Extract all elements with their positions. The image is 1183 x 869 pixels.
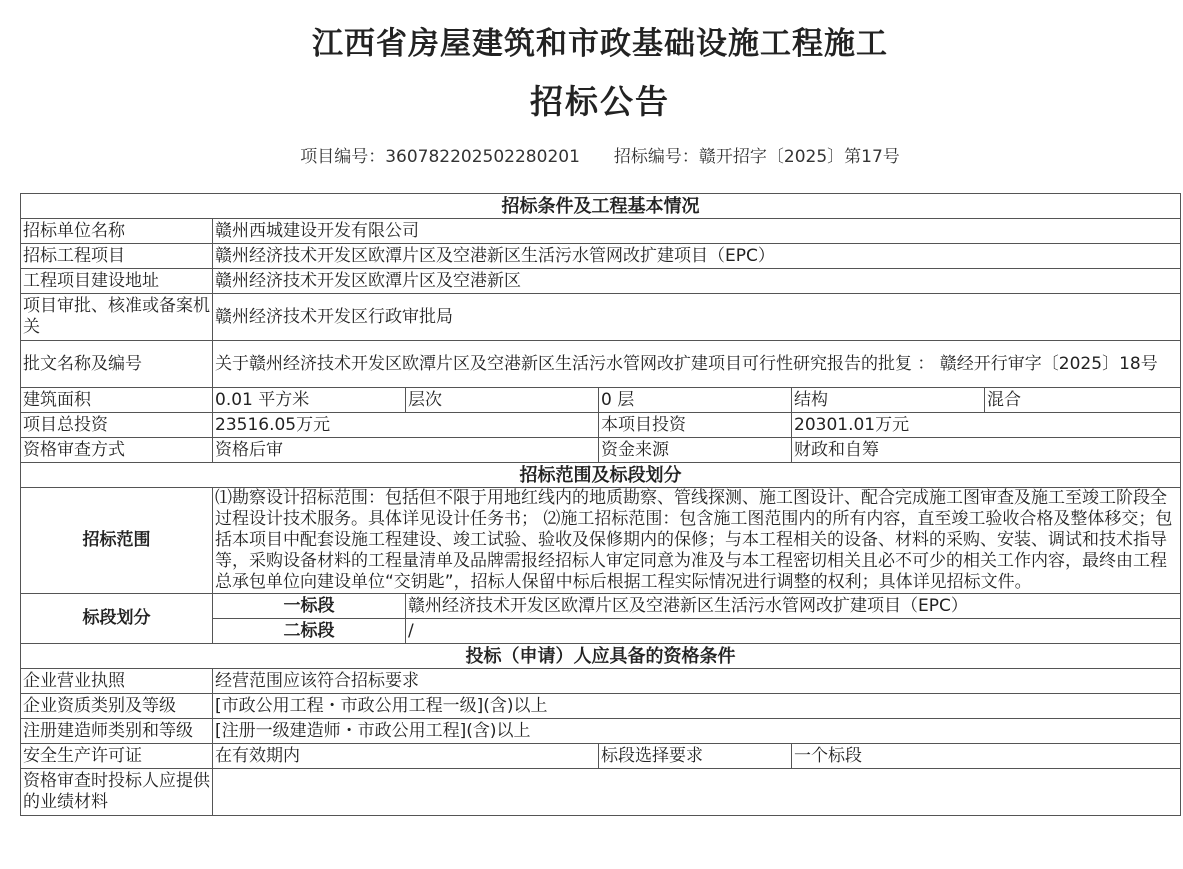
lot1-value: 赣州经济技术开发区欧潭片区及空港新区生活污水管网改扩建项目（EPC）: [406, 594, 1181, 619]
row-label: 企业营业执照: [21, 669, 213, 694]
area-value: 0.01 平方米: [213, 388, 406, 413]
lot1-label: 一标段: [213, 594, 406, 619]
performance-value: [213, 769, 1181, 816]
scope-value: ⑴勘察设计招标范围：包括但不限于用地红线内的地质勘察、管线探测、施工图设计、配合完成施工图审查及施工至竣工阶段全过程设计技术服务。具体详见设计任务书； ⑵施工招标范围：包含施工图范围内的所有内容，直至竣工验收合格及整体移交；包括本项目中配套设施工程建设、竣工试验、验收及保修期内的保修；与本工程相关的设备、材料的采购、安装、调试和技术指导等，采购设备材料的工程量清单及品牌需报经招标人审定同意为准及与本工程密切相关且必不可少的相关工作内容，最终由工程总承包单位向建设单位“交钥匙”，招标人保留中标后根据工程实际情况进行调整的权利；具体详见招标文件。: [213, 488, 1181, 594]
this-invest-value: 20301.01万元: [792, 413, 1181, 438]
table-row: [21, 341, 1181, 388]
floors-value: 0 层: [599, 388, 792, 413]
structure-value: 混合: [985, 388, 1181, 413]
lot2-label: 二标段: [213, 619, 406, 644]
row-label: 企业资质类别及等级: [21, 694, 213, 719]
table-row: [21, 669, 1181, 694]
authority-value: 赣州经济技术开发区行政审批局: [213, 294, 1181, 341]
lots-label: 标段划分: [21, 594, 213, 644]
row-label: 标段选择要求: [599, 744, 792, 769]
lot2-value: /: [406, 619, 1181, 644]
row-label: 招标工程项目: [21, 244, 213, 269]
row-label: 本项目投资: [599, 413, 792, 438]
row-label: 注册建造师类别和等级: [21, 719, 213, 744]
total-invest-value: 23516.05万元: [213, 413, 599, 438]
row-label: 结构: [792, 388, 985, 413]
tenderer-value: 赣州西城建设开发有限公司: [213, 219, 1181, 244]
row-label: 项目审批、核准或备案机关: [21, 294, 213, 341]
license-value: 经营范围应该符合招标要求: [213, 669, 1181, 694]
row-label: 资格审查时投标人应提供的业绩材料: [21, 769, 213, 816]
row-label: 资金来源: [599, 438, 792, 463]
row-label: 建筑面积: [21, 388, 213, 413]
table-row: [21, 244, 1181, 269]
project-no-label: 项目编号：: [300, 147, 386, 167]
table-row: [21, 438, 1181, 463]
table-row: [21, 694, 1181, 719]
row-label: 工程项目建设地址: [21, 269, 213, 294]
section-heading-scope: 招标范围及标段划分: [21, 463, 1181, 488]
row-label: 层次: [406, 388, 599, 413]
lot-choice-value: 一个标段: [792, 744, 1181, 769]
row-label: 招标单位名称: [21, 219, 213, 244]
fund-value: 财政和自筹: [792, 438, 1181, 463]
site-value: 赣州经济技术开发区欧潭片区及空港新区: [213, 269, 1181, 294]
row-label: 项目总投资: [21, 413, 213, 438]
table-row: [21, 294, 1181, 341]
section-heading-conditions: 招标条件及工程基本情况: [21, 194, 1181, 219]
notice-title: 江西省房屋建筑和市政基础设施工程施工: [312, 26, 888, 62]
table-row: [21, 488, 1181, 594]
section-heading-qualification: 投标（申请）人应具备的资格条件: [21, 644, 1181, 669]
table-row: [21, 594, 1181, 619]
project-no: 360782202502280201: [385, 147, 580, 167]
table-row: [21, 744, 1181, 769]
table-row: [21, 769, 1181, 816]
table-row: [21, 219, 1181, 244]
table-row: [21, 388, 1181, 413]
notice-meta: [0, 142, 1183, 167]
section-row: [21, 194, 1181, 219]
qualification-value: [市政公用工程・市政公用工程一级](含)以上: [213, 694, 1181, 719]
tender-info-table: [20, 193, 1181, 816]
scope-label: 招标范围: [21, 488, 213, 594]
table-row: [21, 719, 1181, 744]
review-value: 资格后审: [213, 438, 599, 463]
row-label: 批文名称及编号: [21, 341, 213, 388]
safety-value: 在有效期内: [213, 744, 599, 769]
notice-subtitle: 招标公告: [530, 82, 670, 121]
tender-no-label: 招标编号：: [613, 147, 699, 167]
approval-value: 关于赣州经济技术开发区欧潭片区及空港新区生活污水管网改扩建项目可行性研究报告的批复 ： 赣经开行审字〔2025〕18号: [213, 341, 1181, 388]
section-row: [21, 463, 1181, 488]
row-label: 资格审查方式: [21, 438, 213, 463]
row-label: 安全生产许可证: [21, 744, 213, 769]
tender-no: 赣开招字〔2025〕第17号: [698, 147, 900, 167]
table-row: [21, 269, 1181, 294]
table-row: [21, 413, 1181, 438]
section-row: [21, 644, 1181, 669]
builder-value: [注册一级建造师・市政公用工程](含)以上: [213, 719, 1181, 744]
project-value: 赣州经济技术开发区欧潭片区及空港新区生活污水管网改扩建项目（EPC）: [213, 244, 1181, 269]
